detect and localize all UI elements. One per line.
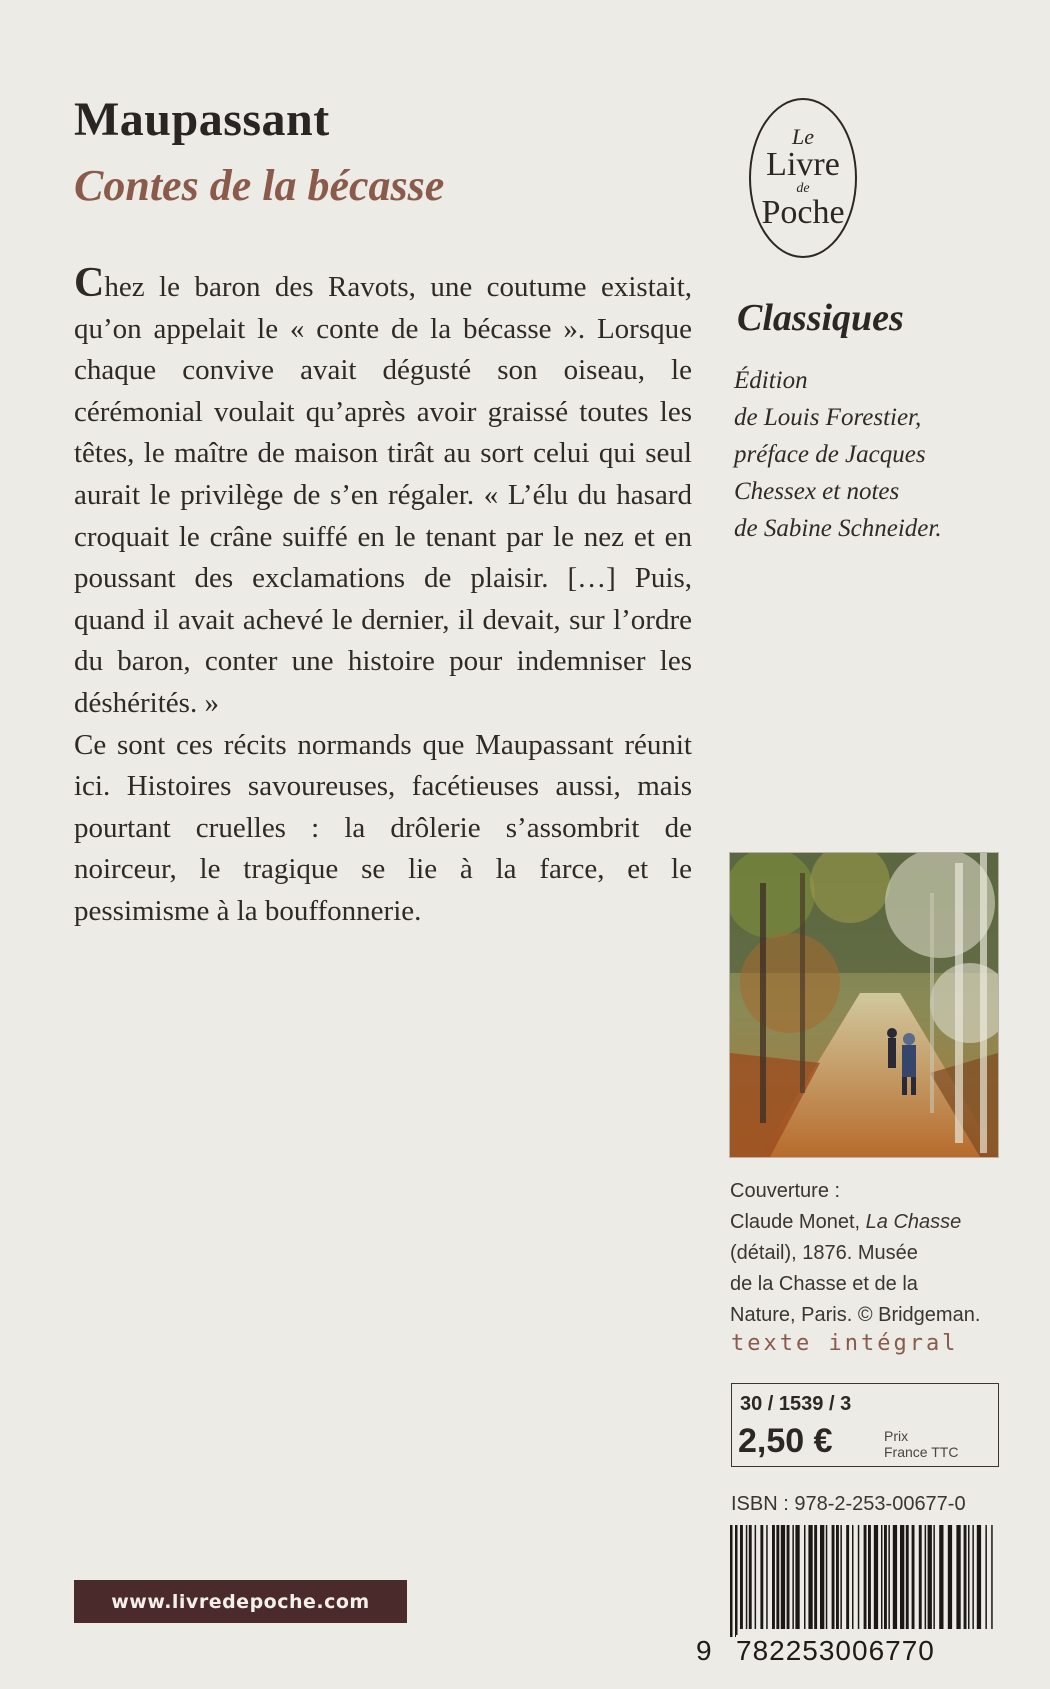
barcode-bar [735,1525,738,1637]
website-url[interactable]: www.livredepoche.com [74,1580,407,1623]
blurb-paragraph-1 [74,262,692,725]
barcode-bar [836,1525,839,1629]
barcode-bar [749,1525,752,1629]
barcode-bar [874,1525,878,1629]
barcode-bar [991,1525,993,1629]
painting-image [730,853,998,1157]
collection-name: Classiques [737,297,904,339]
barcode-bar [977,1525,981,1629]
barcode-bar [893,1525,897,1629]
barcode-bar [846,1525,849,1629]
barcode-bar [792,1525,794,1629]
blurb-paragraph-1-text: hez le baron des Ravots, une coutume existait, qu’on appelait le « conte de la bécasse ». Lorsque chaque convive avait dégusté son oiseau, le cérémonial voulait qu’après avoir graissé toutes les têtes, le maître de maison tirât au sort celui qui seul aurait le privilège de s’en régaler. « L’élu du hasard croquait le crâne suiffé en le tenant par le nez et en poussant des exclamations de plaisir. […] Puis, quand il avait achevé le dernier, il devait, sur l’ordre du baron, conter une histoire pour indemniser les déshérités. » [74,271,692,719]
barcode-bar [956,1525,960,1629]
barcode-bar [760,1525,763,1629]
caption-painter: Claude Monet, [730,1211,866,1233]
barcode-bar [884,1525,887,1629]
barcode-bar [766,1525,768,1629]
barcode-bar [740,1525,743,1629]
barcode-bar [814,1525,817,1629]
logo-line-2: Livre [766,146,840,183]
edition-line: de Sabine Schneider. [734,515,942,542]
barcode-bar [840,1525,842,1629]
price-label-line-2: France TTC [884,1444,959,1460]
barcode-bar [900,1525,904,1629]
barcode-bar [948,1525,952,1629]
caption-line: (détail), 1876. Musée [730,1242,918,1264]
barcode-bar [925,1525,927,1629]
author-name: Maupassant [74,93,330,146]
barcode-bar [881,1525,883,1629]
drop-cap: C [74,260,105,306]
publisher-logo [749,98,857,258]
barcode-bar [912,1525,915,1629]
barcode-bar [804,1525,806,1629]
barcode-bar [868,1525,871,1629]
barcode-bar [933,1525,935,1629]
price-box [731,1383,999,1467]
barcode-bar [964,1525,967,1629]
logo-line-4: Poche [761,194,845,231]
edition-line: préface de Jacques [734,441,926,468]
price-label [884,1428,958,1460]
book-title: Contes de la bécasse [74,161,445,210]
barcode-bar [755,1525,757,1629]
isbn-number: ISBN : 978-2-253-00677-0 [731,1493,966,1515]
caption-line [730,1207,1030,1238]
caption-line: de la Chasse et de la [730,1273,918,1295]
barcode-bar [820,1525,824,1629]
barcode-bar [781,1525,785,1629]
barcode-bar [730,1525,733,1637]
barcode-bar [968,1525,970,1629]
barcode-bar [939,1525,943,1629]
barcode-bar [787,1525,790,1629]
barcode-bar [776,1525,779,1629]
logo-line-3: de [796,181,810,196]
cover-painting-thumbnail [730,853,998,1157]
barcode-bar [795,1525,799,1629]
barcode-digits: 782253006770 [736,1635,935,1666]
caption-line: Couverture : [730,1180,841,1202]
caption-line: Nature, Paris. © Bridgeman. [730,1304,981,1326]
barcode-bar [826,1525,828,1629]
barcode [696,1525,1000,1675]
barcode-bar [972,1525,974,1629]
barcode-bar [864,1525,867,1629]
price-label-line-1: Prix [884,1428,909,1444]
barcode-bar [919,1525,922,1629]
texte-integral-label: texte intégral [731,1331,959,1356]
price-amount: 2,50 € [738,1422,833,1460]
barcode-bar [985,1525,987,1629]
barcode-bar [928,1525,932,1629]
caption-painting-title: La Chasse [865,1211,962,1233]
barcode-bar [808,1525,812,1629]
barcode-bar [772,1525,775,1629]
cover-caption [730,1176,1030,1331]
blurb-paragraph-2: Ce sont ces récits normands que Maupassant réunit ici. Histoires savoureuses, facétieuses aussi, mais pourtant cruelles : la drôlerie s’assombrit de noirceur, le tragique se lie à la farce, et le pessimisme à la bouffonnerie. [74,728,692,927]
barcode-bar [888,1525,890,1629]
barcode-bar [906,1525,909,1629]
edition-line: Chessex et notes [734,478,900,505]
barcode-bar [852,1525,854,1629]
barcode-bar [858,1525,860,1629]
catalog-code: 30 / 1539 / 3 [740,1393,852,1415]
edition-credits [734,362,994,547]
edition-line: Édition [734,367,808,394]
blurb [74,262,692,933]
barcode-first-digit: 9 [696,1635,712,1666]
barcode-bar [832,1525,835,1629]
logo-line-1: Le [792,124,814,149]
edition-line: de Louis Forestier, [734,404,922,431]
barcode-bars [696,1525,1000,1637]
barcode-bar [746,1525,748,1629]
